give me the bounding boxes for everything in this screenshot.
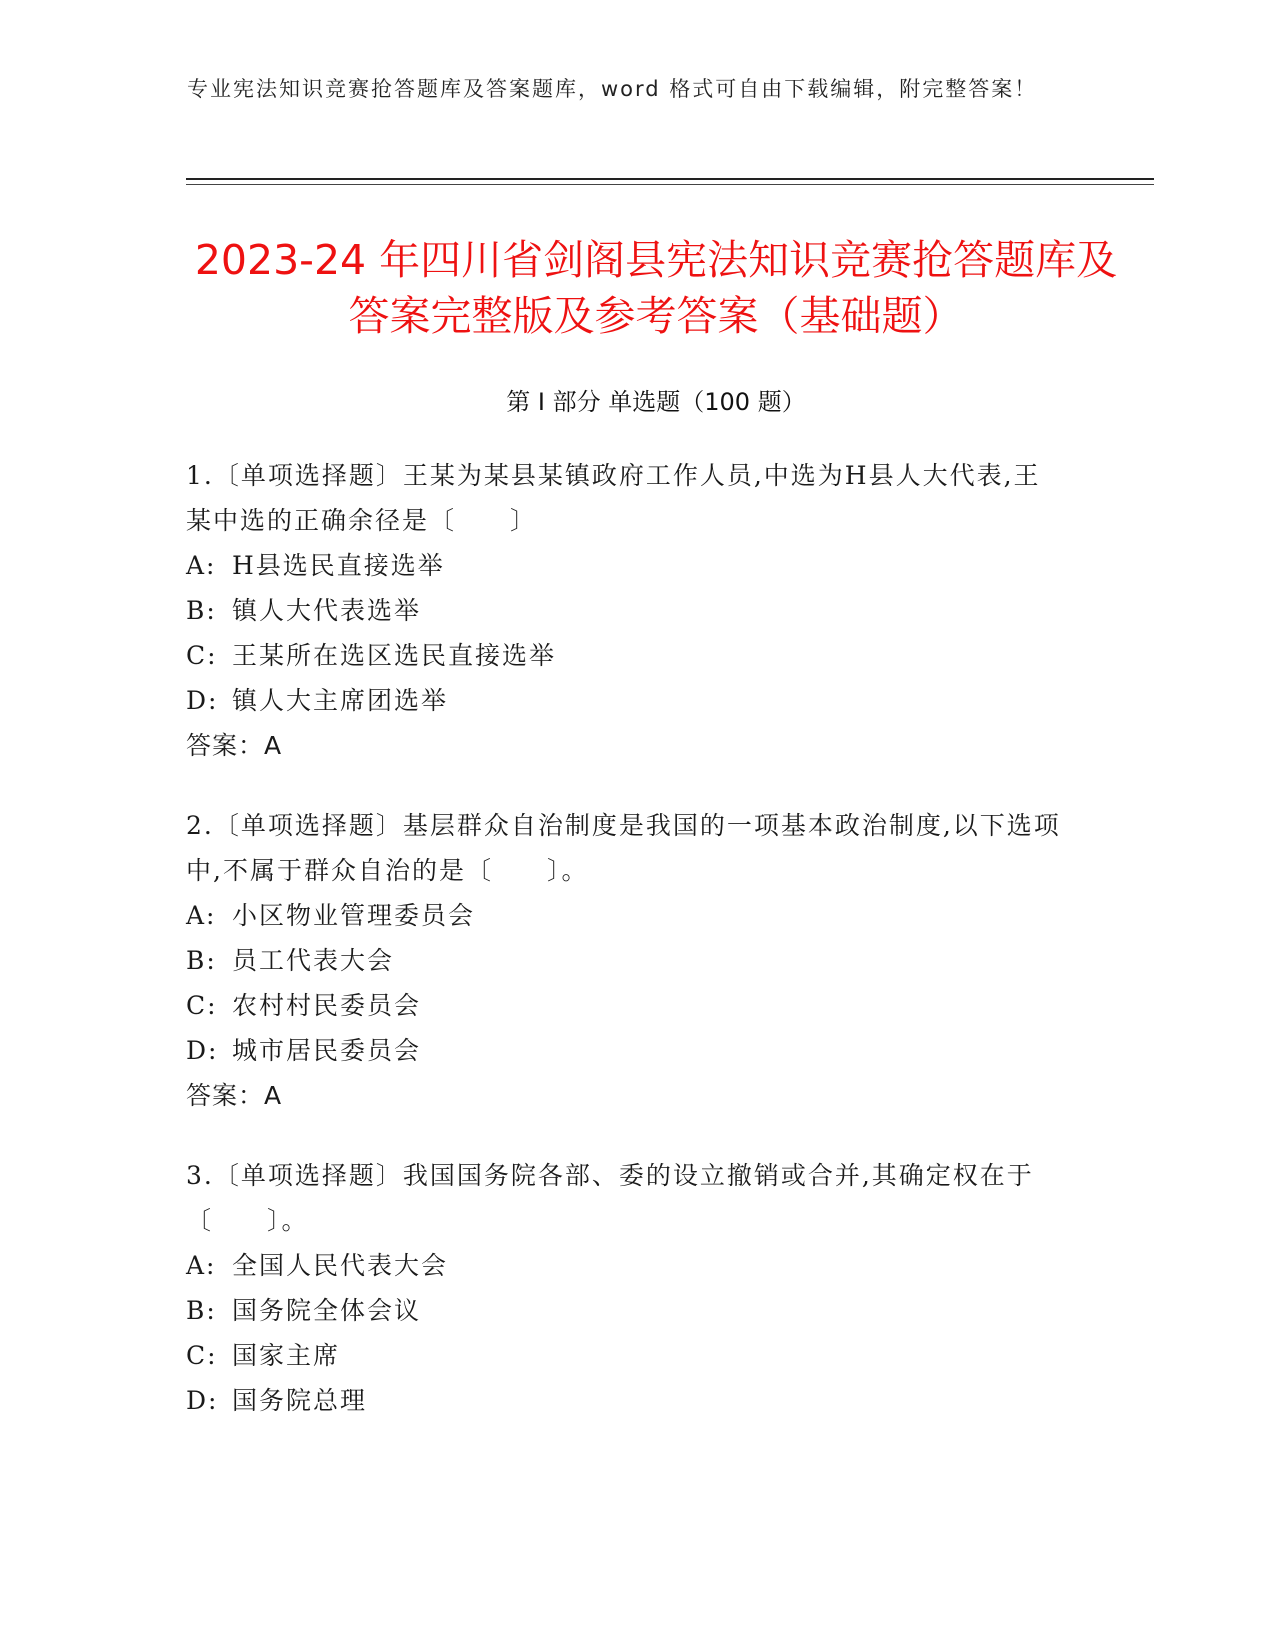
option-d xyxy=(186,1028,1066,1073)
option-text: 镇人大主席团选举 xyxy=(232,686,449,715)
option-text: 王某所在选区选民直接选举 xyxy=(232,641,557,670)
header-note: 专业宪法知识竞赛抢答题库及答案题库，word 格式可自由下载编辑，附完整答案！ xyxy=(187,77,1038,101)
question-stem: 3.〔单项选择题〕我国国务院各部、委的设立撤销或合并,其确定权在于〔 〕。 xyxy=(186,1161,1034,1235)
option-text: 国务院总理 xyxy=(232,1386,368,1415)
question-stem: 2.〔单项选择题〕基层群众自治制度是我国的一项基本政治制度,以下选项中,不属于群众自治的是〔 〕。 xyxy=(186,811,1061,885)
option-c xyxy=(186,1333,1066,1378)
option-text: 城市居民委员会 xyxy=(232,1036,422,1065)
option-d xyxy=(186,1378,1066,1423)
header-divider xyxy=(186,178,1154,180)
question-stem: 1.〔单项选择题〕王某为某县某镇政府工作人员,中选为H县人大代表,王某中选的正确余径是〔 〕 xyxy=(186,461,1041,535)
option-d xyxy=(186,678,1066,723)
option-text: 农村村民委员会 xyxy=(232,991,422,1020)
option-b xyxy=(186,1288,1066,1333)
option-text: 小区物业管理委员会 xyxy=(232,901,476,930)
option-text: 镇人大代表选举 xyxy=(232,596,422,625)
option-letter: A: xyxy=(186,901,217,930)
option-b xyxy=(186,588,1066,633)
option-a xyxy=(186,1243,1066,1288)
option-b xyxy=(186,938,1066,983)
question-1 xyxy=(186,453,1066,768)
option-letter: C: xyxy=(186,1341,218,1370)
header-divider-thin xyxy=(186,184,1154,185)
option-letter: D: xyxy=(186,686,219,715)
question-3 xyxy=(186,1153,1066,1423)
option-letter: B: xyxy=(186,1296,217,1325)
option-letter: D: xyxy=(186,1036,219,1065)
option-text: 国务院全体会议 xyxy=(232,1296,422,1325)
option-a xyxy=(186,543,1066,588)
option-letter: C: xyxy=(186,991,218,1020)
option-c xyxy=(186,983,1066,1028)
option-text: 员工代表大会 xyxy=(232,946,395,975)
option-letter: C: xyxy=(186,641,218,670)
option-text: 国家主席 xyxy=(232,1341,341,1370)
answer: 答案：A xyxy=(186,1081,283,1110)
option-text: 全国人民代表大会 xyxy=(232,1251,449,1280)
option-letter: A: xyxy=(186,551,217,580)
option-c xyxy=(186,633,1066,678)
option-letter: B: xyxy=(186,596,217,625)
answer: 答案：A xyxy=(186,731,283,760)
option-text: H县选民直接选举 xyxy=(232,551,445,580)
option-letter: A: xyxy=(186,1251,217,1280)
document-title: 2023-24 年四川省剑阁县宪法知识竞赛抢答题库及答案完整版及参考答案（基础题） xyxy=(194,236,1118,340)
option-a xyxy=(186,893,1066,938)
option-letter: D: xyxy=(186,1386,219,1415)
question-2 xyxy=(186,803,1066,1118)
option-letter: B: xyxy=(186,946,217,975)
section-heading: 第 I 部分 单选题（100 题） xyxy=(506,388,806,416)
